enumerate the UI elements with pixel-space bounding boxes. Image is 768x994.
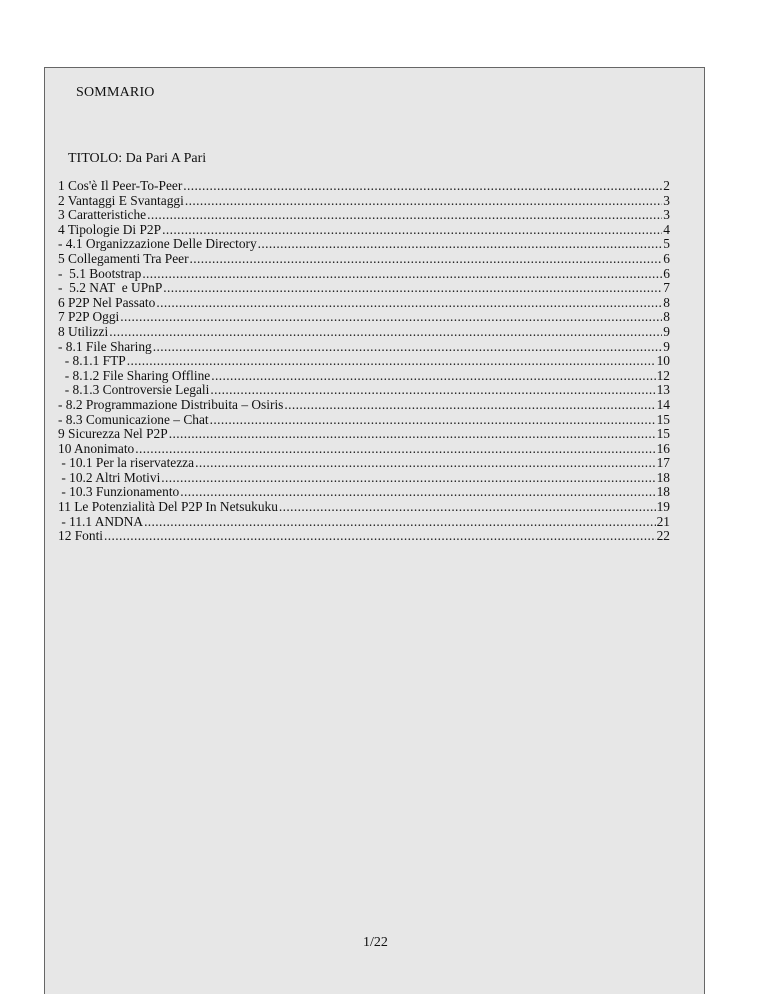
toc-entry-label: - 8.3 Comunicazione – Chat: [58, 412, 209, 427]
toc-entry: [58, 281, 670, 296]
toc-leader-dots: [135, 442, 655, 457]
document-page: [44, 67, 705, 994]
toc-entry: [58, 500, 670, 515]
toc-entry: [58, 398, 670, 413]
toc-leader-dots: [180, 485, 655, 500]
toc-entry-label: - 8.1 File Sharing: [58, 339, 152, 354]
toc-entry-label: 5 Collegamenti Tra Peer: [58, 251, 189, 266]
toc-entry-page: 3: [663, 193, 670, 208]
toc-entry-page: 5: [663, 237, 670, 252]
toc-entry-label: - 5.2 NAT e UPnP: [58, 281, 163, 296]
toc-entry: [58, 515, 670, 530]
toc-entry-label: - 8.2 Programmazione Distribuita – Osiris: [58, 397, 284, 412]
toc-leader-dots: [211, 369, 655, 384]
toc-entry: [58, 223, 670, 238]
toc-entry: [58, 383, 670, 398]
toc-leader-dots: [153, 340, 663, 355]
toc-entry-label: - 8.1.3 Controversie Legali: [58, 383, 210, 398]
toc-entry-page: 15: [656, 412, 670, 427]
document-title: TITOLO: Da Pari A Pari: [68, 151, 207, 166]
toc-entry-label: - 8.1.2 File Sharing Offline: [58, 368, 211, 383]
toc-entry-label: 1 Cos'è Il Peer-To-Peer: [58, 179, 183, 193]
toc-entry-label: 9 Sicurezza Nel P2P: [58, 427, 168, 442]
toc-entry: [58, 296, 670, 311]
toc-entry-page: 17: [656, 456, 670, 471]
document-heading: SOMMARIO: [76, 85, 155, 100]
toc-entry-page: 4: [663, 222, 670, 237]
toc-entry-page: 6: [663, 266, 670, 281]
toc-entry-label: - 8.1.1 FTP: [58, 354, 126, 369]
toc-entry-label: - 4.1 Organizzazione Delle Directory: [58, 237, 257, 252]
toc-entry-page: 18: [656, 485, 670, 500]
toc-entry-page: 7: [663, 281, 670, 296]
toc-entry-label: 4 Tipologie Di P2P: [58, 222, 162, 237]
toc-entry: [58, 267, 670, 282]
toc-entry: [58, 340, 670, 355]
toc-entry-page: 14: [656, 397, 670, 412]
toc-entry-page: 19: [656, 500, 670, 515]
toc-entry: [58, 179, 670, 194]
toc-leader-dots: [163, 281, 662, 296]
toc-entry-page: 6: [663, 251, 670, 266]
toc-entry-label: 2 Vantaggi E Svantaggi: [58, 193, 184, 208]
toc-entry: [58, 442, 670, 457]
toc-leader-dots: [169, 427, 656, 442]
toc-entry-label: - 10.1 Per la riservatezza: [58, 456, 195, 471]
toc-entry: [58, 354, 670, 369]
toc-entry-label: 8 Utilizzi: [58, 324, 109, 339]
toc-leader-dots: [120, 310, 662, 325]
toc-leader-dots: [142, 267, 662, 282]
toc-entry-label: 3 Caratteristiche: [58, 208, 147, 223]
toc-entry-page: 2: [663, 179, 670, 193]
toc-entry: [58, 237, 670, 252]
toc-entry-page: 18: [656, 470, 670, 485]
toc-entry-page: 10: [656, 354, 670, 369]
toc-entry: [58, 413, 670, 428]
toc-leader-dots: [195, 456, 656, 471]
toc-entry-page: 9: [663, 324, 670, 339]
toc-leader-dots: [190, 252, 663, 267]
toc-entry-label: - 5.1 Bootstrap: [58, 266, 142, 281]
toc-leader-dots: [210, 383, 655, 398]
toc-entry-label: 6 P2P Nel Passato: [58, 295, 156, 310]
toc-entry-page: 21: [656, 514, 670, 529]
toc-entry: [58, 208, 670, 223]
toc-leader-dots: [279, 500, 656, 515]
toc-entry: [58, 485, 670, 500]
toc-entry-page: 9: [663, 339, 670, 354]
toc-leader-dots: [144, 515, 656, 530]
toc-leader-dots: [147, 208, 662, 223]
toc-leader-dots: [127, 354, 656, 369]
toc-entry-page: 15: [656, 427, 670, 442]
toc-entry: [58, 310, 670, 325]
toc-entry-label: 11 Le Potenzialità Del P2P In Netsukuku: [58, 500, 278, 515]
toc-entry: [58, 456, 670, 471]
toc-leader-dots: [284, 398, 655, 413]
toc-entry-label: 12 Fonti: [58, 529, 104, 544]
page-number: 1/22: [363, 935, 388, 950]
toc-entry-label: - 11.1 ANDNA: [58, 514, 144, 529]
toc-entry-page: 22: [656, 529, 670, 544]
toc-leader-dots: [156, 296, 662, 311]
toc-entry: [58, 471, 670, 486]
toc-entry: [58, 194, 670, 209]
toc-leader-dots: [183, 179, 662, 194]
toc-entry: [58, 427, 670, 442]
toc-entry-label: 7 P2P Oggi: [58, 310, 120, 325]
toc-entry: [58, 252, 670, 267]
toc-leader-dots: [109, 325, 662, 340]
toc-leader-dots: [185, 194, 662, 209]
table-of-contents: [58, 179, 670, 544]
toc-leader-dots: [210, 413, 656, 428]
toc-entry-page: 12: [656, 368, 670, 383]
toc-leader-dots: [161, 471, 655, 486]
toc-entry-page: 16: [656, 441, 670, 456]
toc-entry: [58, 369, 670, 384]
toc-entry-page: 8: [663, 295, 670, 310]
toc-entry-label: 10 Anonimato: [58, 441, 135, 456]
toc-entry-page: 8: [663, 310, 670, 325]
toc-entry: [58, 529, 670, 544]
toc-leader-dots: [258, 237, 663, 252]
toc-leader-dots: [162, 223, 662, 238]
toc-entry-page: 13: [656, 383, 670, 398]
toc-leader-dots: [104, 529, 656, 544]
toc-entry: [58, 325, 670, 340]
toc-entry-page: 3: [663, 208, 670, 223]
toc-entry-label: - 10.2 Altri Motivi: [58, 470, 161, 485]
toc-entry-label: - 10.3 Funzionamento: [58, 485, 180, 500]
